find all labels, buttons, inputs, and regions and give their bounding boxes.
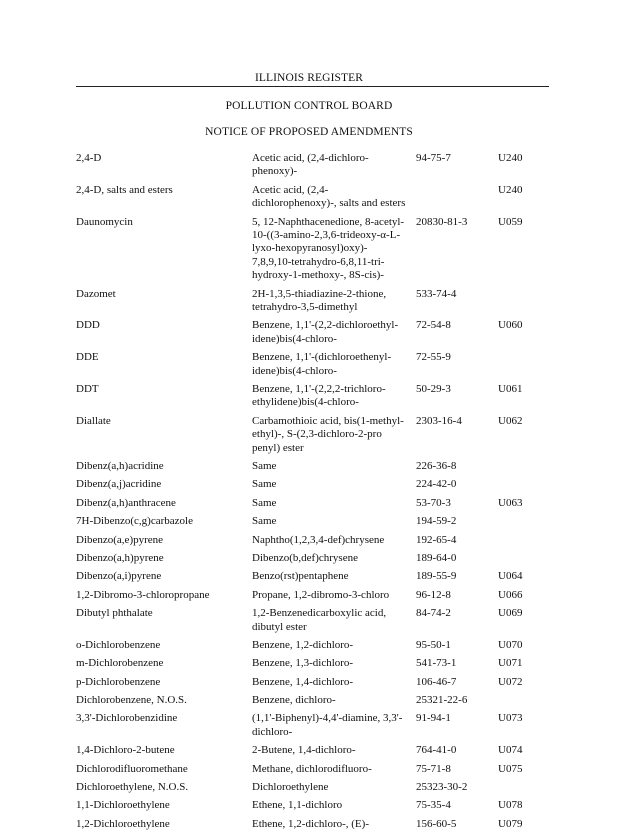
- hazardous-waste-code: U059: [498, 215, 523, 228]
- substance-name: DDD: [76, 319, 100, 332]
- chemical-abstracts-name: Naphtho(1,2,3,4-def)chrysene: [252, 533, 385, 546]
- chemical-abstracts-name: Benzene, 1,1'-(2,2,2-trichloro- ethylidene)bis(4-chloro-: [252, 382, 386, 409]
- table-row: [0, 460, 618, 478]
- cas-number: 50-29-3: [416, 382, 451, 395]
- chemical-abstracts-name: Methane, dichlorodifluoro-: [252, 762, 372, 775]
- table-row: [0, 694, 618, 712]
- cas-number: 2303-16-4: [416, 414, 462, 427]
- chemical-abstracts-name: Benzene, 1,3-dichloro-: [252, 657, 354, 670]
- substance-name: Dibenzo(a,i)pyrene: [76, 570, 162, 583]
- chemical-abstracts-name: 1,2-Benzenedicarboxylic acid, dibutyl ester: [252, 607, 387, 633]
- substance-name: p-Dichlorobenzene: [76, 675, 161, 688]
- chemical-abstracts-name: 2H-1,3,5-thiadiazine-2-thione, tetrahydro-3,5-dimethyl: [252, 287, 387, 313]
- substance-name: Daunomycin: [76, 215, 133, 228]
- header-rule: [76, 86, 549, 87]
- substance-name: Dibenz(a,h)anthracene: [76, 496, 176, 509]
- table-row: [0, 781, 618, 799]
- table-row: [0, 552, 618, 570]
- chemical-abstracts-name: Benzene, 1,1'-(dichloroethenyl- idene)bis(4-chloro-: [252, 351, 392, 377]
- hazardous-waste-code: U079: [498, 817, 523, 830]
- table-row: [0, 216, 618, 288]
- substance-name: 2,4-D, salts and esters: [76, 183, 173, 196]
- substance-name: Diallate: [76, 414, 111, 427]
- substance-name: Dichlorobenzene, N.O.S.: [76, 694, 187, 707]
- table-row: [0, 818, 618, 836]
- table-row: [0, 657, 618, 675]
- hazardous-waste-code: U060: [498, 319, 523, 332]
- table-row: [0, 607, 618, 639]
- substance-name: 1,2-Dibromo-3-chloropropane: [76, 588, 210, 601]
- table-row: [0, 478, 618, 496]
- substance-name: Dibenz(a,j)acridine: [76, 478, 162, 491]
- hazardous-waste-code: U066: [498, 588, 523, 601]
- substance-name: m-Dichlorobenzene: [76, 657, 164, 670]
- table-row: [0, 589, 618, 607]
- table-row: [0, 184, 618, 216]
- chemical-abstracts-name: Dichloroethylene: [252, 781, 329, 794]
- chemical-table: [0, 152, 618, 836]
- cas-number: 106-46-7: [416, 675, 457, 688]
- cas-number: 189-55-9: [416, 570, 457, 583]
- hazardous-waste-code: U069: [498, 607, 523, 620]
- board-title: POLLUTION CONTROL BOARD: [225, 100, 393, 112]
- table-row: [0, 570, 618, 588]
- table-row: [0, 383, 618, 415]
- table-row: [0, 497, 618, 515]
- chemical-abstracts-name: Same: [252, 515, 277, 528]
- table-row: [0, 351, 618, 383]
- cas-number: 53-70-3: [416, 496, 451, 509]
- cas-number: 192-65-4: [416, 533, 457, 546]
- hazardous-waste-code: U071: [498, 657, 523, 670]
- cas-number: 156-60-5: [416, 817, 457, 830]
- table-row: [0, 319, 618, 351]
- substance-name: 2,4-D: [76, 152, 102, 164]
- substance-name: 1,2-Dichloroethylene: [76, 817, 170, 830]
- cas-number: 226-36-8: [416, 459, 457, 472]
- chemical-abstracts-name: Propane, 1,2-dibromo-3-chloro: [252, 588, 390, 601]
- cas-number: 189-64-0: [416, 551, 457, 564]
- cas-number: 72-54-8: [416, 319, 451, 332]
- hazardous-waste-code: U074: [498, 744, 523, 757]
- substance-name: o-Dichlorobenzene: [76, 638, 161, 651]
- chemical-abstracts-name: Benzene, 1,4-dichloro-: [252, 675, 354, 688]
- chemical-abstracts-name: Benzene, 1,2-dichloro-: [252, 638, 354, 651]
- table-row: [0, 152, 618, 184]
- chemical-abstracts-name: 2-Butene, 1,4-dichloro-: [252, 744, 356, 757]
- substance-name: 3,3'-Dichlorobenzidine: [76, 712, 178, 725]
- hazardous-waste-code: U062: [498, 414, 523, 427]
- cas-number: 75-35-4: [416, 799, 451, 812]
- chemical-abstracts-name: Same: [252, 478, 277, 491]
- table-row: [0, 799, 618, 817]
- substance-name: Dibenzo(a,h)pyrene: [76, 551, 164, 564]
- substance-name: Dazomet: [76, 287, 116, 300]
- chemical-abstracts-name: Dibenzo(b,def)chrysene: [252, 551, 358, 564]
- substance-name: Dichlorodifluoromethane: [76, 762, 188, 775]
- chemical-abstracts-name: Benzene, dichloro-: [252, 694, 336, 707]
- hazardous-waste-code: U240: [498, 152, 523, 164]
- cas-number: 94-75-7: [416, 152, 451, 164]
- cas-number: 96-12-8: [416, 588, 451, 601]
- table-row: [0, 288, 618, 320]
- hazardous-waste-code: U078: [498, 799, 523, 812]
- chemical-abstracts-name: Same: [252, 459, 277, 472]
- substance-name: Dibutyl phthalate: [76, 607, 153, 620]
- cas-number: 224-42-0: [416, 478, 457, 491]
- notice-title: NOTICE OF PROPOSED AMENDMENTS: [205, 126, 413, 138]
- hazardous-waste-code: U063: [498, 496, 523, 509]
- cas-number: 72-55-9: [416, 351, 451, 364]
- cas-number: 764-41-0: [416, 744, 457, 757]
- hazardous-waste-code: U075: [498, 762, 523, 775]
- chemical-abstracts-name: (1,1'-Biphenyl)-4,4'-diamine, 3,3'- dichloro-: [252, 712, 403, 738]
- table-row: [0, 534, 618, 552]
- cas-number: 84-74-2: [416, 607, 451, 620]
- cas-number: 20830-81-3: [416, 215, 468, 228]
- cas-number: 91-94-1: [416, 712, 451, 725]
- chemical-abstracts-name: Acetic acid, (2,4- dichlorophenoxy)-, salts and esters: [252, 183, 406, 210]
- substance-name: 7H-Dibenzo(c,g)carbazole: [76, 515, 193, 528]
- hazardous-waste-code: U072: [498, 675, 523, 688]
- hazardous-waste-code: U061: [498, 382, 523, 395]
- chemical-abstracts-name: Carbamothioic acid, bis(1-methyl- ethyl)-, S-(2,3-dichloro-2-pro penyl) ester: [252, 414, 404, 454]
- cas-number: 25321-22-6: [416, 694, 468, 707]
- chemical-abstracts-name: Ethene, 1,2-dichloro-, (E)-: [252, 817, 369, 830]
- register-title: ILLINOIS REGISTER: [254, 72, 364, 84]
- hazardous-waste-code: U064: [498, 570, 523, 583]
- chemical-abstracts-name: Acetic acid, (2,4-dichloro- phenoxy)-: [252, 152, 369, 178]
- cas-number: 95-50-1: [416, 638, 451, 651]
- substance-name: Dibenz(a,h)acridine: [76, 459, 164, 472]
- cas-number: 533-74-4: [416, 287, 457, 300]
- substance-name: 1,1-Dichloroethylene: [76, 799, 170, 812]
- table-row: [0, 676, 618, 694]
- cas-number: 541-73-1: [416, 657, 457, 670]
- substance-name: Dibenzo(a,e)pyrene: [76, 533, 164, 546]
- chemical-abstracts-name: Same: [252, 496, 277, 509]
- chemical-abstracts-name: 5, 12-Naphthacenedione, 8-acetyl- 10-((3-amino-2,3,6-trideoxy-α-L- lyxo-hexopyranosyl)oxy)- 7,8,9,10-tetrahydro-6,8,11-tri- hydroxy-1-methoxy-, 8S-cis)-: [252, 215, 405, 282]
- hazardous-waste-code: U073: [498, 712, 523, 725]
- hazardous-waste-code: U070: [498, 638, 523, 651]
- table-row: [0, 763, 618, 781]
- substance-name: 1,4-Dichloro-2-butene: [76, 744, 175, 757]
- chemical-abstracts-name: Benzene, 1,1'-(2,2-dichloroethyl- idene)bis(4-chloro-: [252, 319, 399, 345]
- table-row: [0, 639, 618, 657]
- substance-name: Dichloroethylene, N.O.S.: [76, 781, 189, 794]
- cas-number: 194-59-2: [416, 515, 457, 528]
- chemical-abstracts-name: Ethene, 1,1-dichloro: [252, 799, 343, 812]
- substance-name: DDT: [76, 382, 99, 395]
- substance-name: DDE: [76, 351, 99, 364]
- table-row: [0, 712, 618, 744]
- cas-number: 75-71-8: [416, 762, 451, 775]
- table-row: [0, 515, 618, 533]
- table-row: [0, 744, 618, 762]
- hazardous-waste-code: U240: [498, 183, 523, 196]
- cas-number: 25323-30-2: [416, 781, 468, 794]
- table-row: [0, 415, 618, 460]
- chemical-abstracts-name: Benzo(rst)pentaphene: [252, 570, 349, 583]
